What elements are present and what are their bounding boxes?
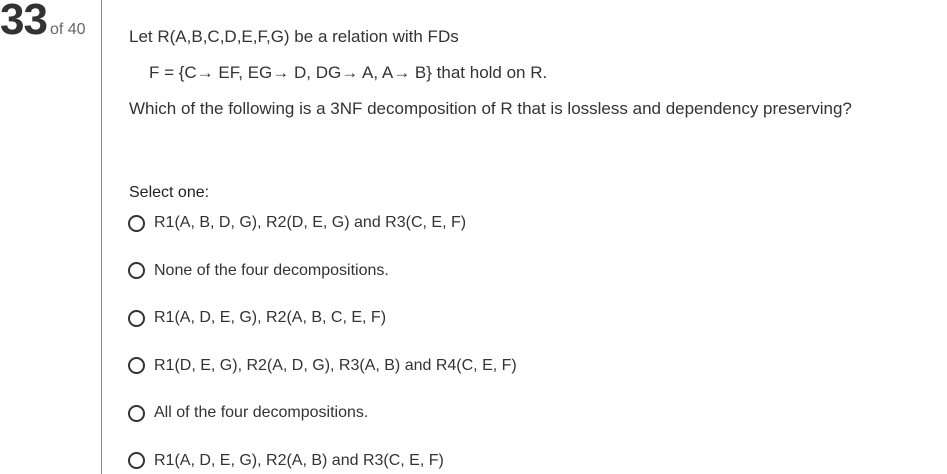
radio-button[interactable]: [128, 310, 145, 327]
radio-button[interactable]: [128, 215, 145, 232]
radio-button[interactable]: [128, 405, 145, 422]
answer-option-4[interactable]: [128, 354, 517, 378]
question-number: [0, 0, 86, 45]
answer-options: [128, 211, 517, 474]
radio-button[interactable]: [128, 357, 145, 374]
question-text: [129, 26, 939, 120]
question-line-1: Let R(A,B,C,D,E,F,G) be a relation with FDs: [129, 27, 459, 46]
answer-option-label[interactable]: R1(A, D, E, G), R2(A, B) and R3(C, E, F): [154, 451, 444, 469]
question-line-3: Which of the following is a 3NF decomposition of R that is lossless and dependency preserving?: [129, 99, 852, 118]
answer-option-label[interactable]: R1(D, E, G), R2(A, D, G), R3(A, B) and R4(C, E, F): [154, 356, 517, 374]
question-line-2: F = {C→ EF, EG→ D, DG→ A, A→ B} that hold on R.: [149, 63, 548, 82]
answer-option-5[interactable]: [128, 401, 517, 425]
question-number-total: of 40: [49, 21, 86, 38]
answer-option-label[interactable]: R1(A, B, D, G), R2(D, E, G) and R3(C, E, F): [154, 214, 467, 231]
answer-option-6[interactable]: [128, 449, 517, 473]
radio-button[interactable]: [128, 452, 145, 469]
answer-option-2[interactable]: [128, 259, 517, 283]
radio-button[interactable]: [128, 262, 145, 279]
question-number-current: 33: [0, 0, 47, 44]
answer-option-label[interactable]: None of the four decompositions.: [154, 261, 389, 279]
answer-option-label[interactable]: R1(A, D, E, G), R2(A, B, C, E, F): [154, 309, 387, 327]
answer-option-3[interactable]: [128, 306, 517, 330]
answer-option-1[interactable]: [128, 211, 517, 235]
question-number-panel: [0, 0, 102, 474]
answer-option-label[interactable]: All of the four decompositions.: [154, 404, 369, 422]
select-one-label: Select one:: [129, 184, 210, 201]
